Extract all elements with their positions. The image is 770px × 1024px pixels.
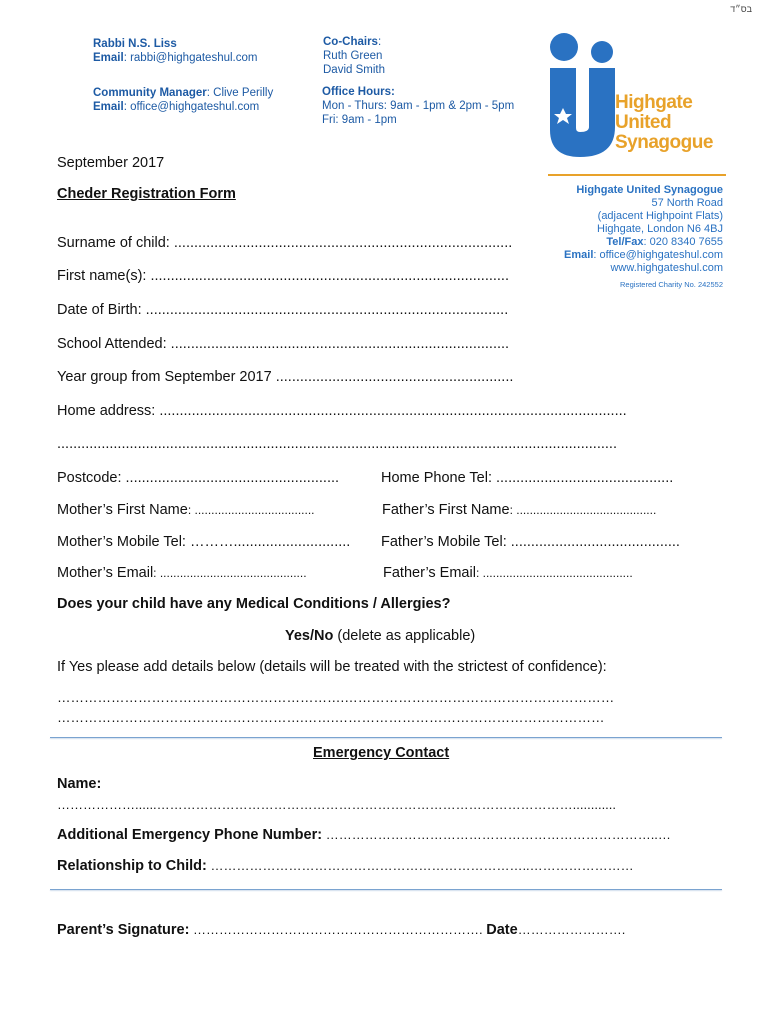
surname-field[interactable]: Surname of child: ....................................................................................: [57, 235, 513, 251]
logo-mark-icon: [545, 32, 620, 162]
school-field[interactable]: School Attended: ....................................................................................: [57, 336, 510, 352]
home-address-line2[interactable]: ...........................................................................................................................................: [57, 436, 617, 452]
logo-text-1: Highgate: [615, 92, 693, 113]
address-line-1: 57 North Road: [651, 197, 723, 209]
community-manager: Community Manager: Clive Perilly: [93, 87, 274, 99]
first-name-field[interactable]: First name(s): .........................................................................................: [57, 268, 509, 284]
home-phone-field[interactable]: Home Phone Tel: ............................................: [381, 470, 674, 486]
form-title: Cheder Registration Form: [57, 186, 236, 202]
address-line-2: (adjacent Highpoint Flats): [597, 210, 723, 222]
father-first-name-field[interactable]: Father’s First Name: ..........................................: [382, 502, 657, 518]
office-hours-weekday: Mon - Thurs: 9am - 1pm & 2pm - 5pm: [322, 100, 515, 112]
logo-divider: [548, 174, 726, 176]
manager-email: Email: office@highgateshul.com: [93, 101, 260, 113]
medical-question: Does your child have any Medical Conditions / Allergies?: [57, 596, 451, 612]
logo-text-2: United: [615, 112, 672, 133]
section-divider-1: [50, 737, 722, 738]
if-yes-instructions: If Yes please add details below (details will be treated with the strictest of confidence):: [57, 659, 607, 675]
emergency-phone-field[interactable]: Additional Emergency Phone Number: …………………………………………………………………..…: [57, 827, 671, 843]
address-web: www.highgateshul.com: [610, 262, 723, 274]
mother-mobile-field[interactable]: Mother’s Mobile Tel: ……….............................: [57, 534, 351, 550]
hebrew-mark: בס״ד: [730, 4, 752, 14]
details-line-2[interactable]: ……………………………………………….…….……………………………………………………: [57, 710, 605, 725]
mother-first-name-field[interactable]: Mother’s First Name: ....................................: [57, 502, 315, 518]
rabbi-name: Rabbi N.S. Liss: [93, 38, 177, 50]
form-date: September 2017: [57, 155, 165, 171]
emergency-name-field[interactable]: ………………......……………………………………………………………………………………............: [57, 797, 617, 812]
relationship-field[interactable]: Relationship to Child: ………………………………………………………………..……………………: [57, 858, 634, 874]
father-email-field[interactable]: Father’s Email: .............................................: [383, 565, 633, 581]
yes-no-option[interactable]: Yes/No (delete as applicable): [285, 628, 476, 644]
cochair-2: David Smith: [323, 64, 385, 76]
office-hours-heading: Office Hours:: [322, 86, 395, 98]
address-block: [564, 184, 723, 291]
address-line-3: Highgate, London N6 4BJ: [597, 223, 723, 235]
emergency-name-label: Name:: [57, 776, 102, 792]
synagogue-logo: [545, 32, 725, 162]
charity-number: Registered Charity No. 242552: [620, 280, 723, 289]
details-line-1[interactable]: ……………………………………………………….……………………………………………………: [57, 690, 615, 705]
dob-field[interactable]: Date of Birth: ..........................................................................................: [57, 302, 509, 318]
mother-email-field[interactable]: Mother’s Email: ............................................: [57, 565, 307, 581]
emergency-title: Emergency Contact: [313, 745, 450, 761]
address-org: Highgate United Synagogue: [576, 184, 723, 196]
address-email: Email: office@highgateshul.com: [564, 249, 723, 261]
address-tel: Tel/Fax: 020 8340 7655: [606, 236, 723, 248]
signature-field[interactable]: Parent’s Signature: …………………………………………………………. Date…………………….: [57, 922, 626, 938]
postcode-field[interactable]: Postcode: .....................................................: [57, 470, 340, 486]
section-divider-2: [50, 889, 722, 890]
cochair-1: Ruth Green: [323, 50, 383, 62]
home-address-field[interactable]: Home address: ....................................................................................................................: [57, 403, 627, 419]
logo-text-3: Synagogue: [615, 132, 713, 153]
cochairs-heading: Co-Chairs:: [323, 36, 382, 48]
rabbi-email: Email: rabbi@highgateshul.com: [93, 52, 258, 64]
office-hours-friday: Fri: 9am - 1pm: [322, 114, 397, 126]
year-group-field[interactable]: Year group from September 2017 ...........................................................: [57, 369, 514, 385]
father-mobile-field[interactable]: Father’s Mobile Tel: ..........................................: [381, 534, 680, 550]
